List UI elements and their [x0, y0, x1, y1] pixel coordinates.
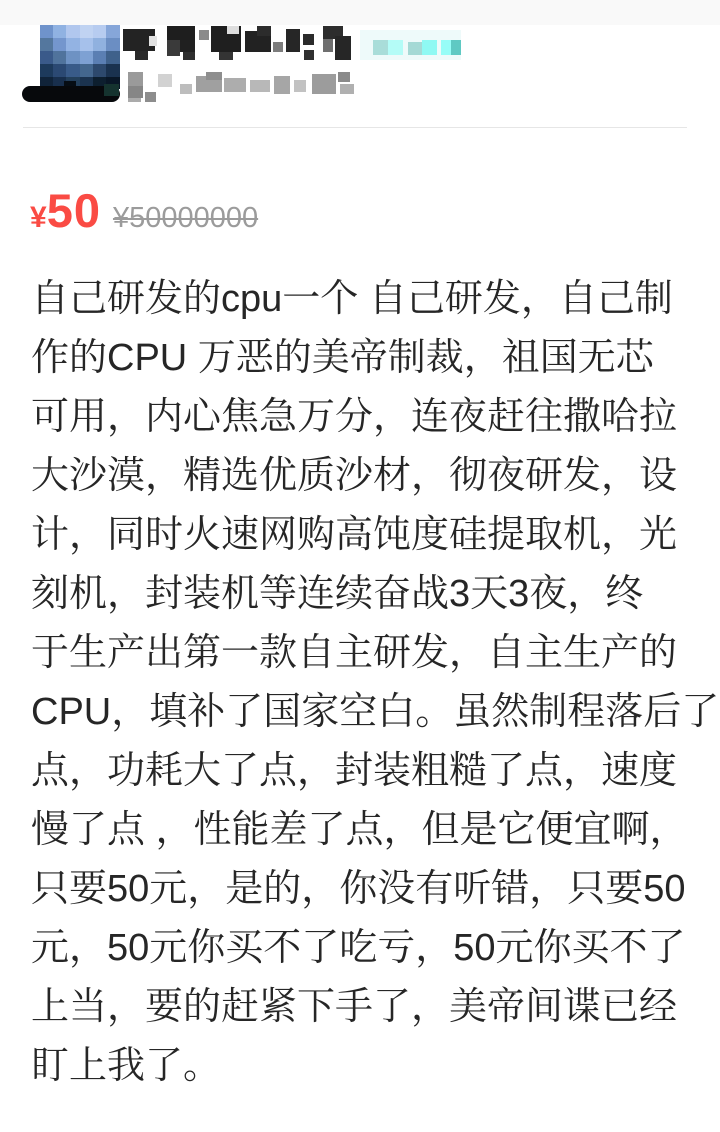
description-line: 于生产出第一款自主研发，自主生产的: [31, 632, 678, 674]
username-mosaic: [123, 26, 353, 60]
description-line: 自己研发的cpu一个 自己研发，自己制: [31, 278, 673, 320]
description-line: 元，50元你买不了吃亏，50元你买不了: [31, 927, 686, 969]
description-line: 只要50元，是的，你没有听错，只要50: [31, 868, 686, 910]
credit-badge-censored: [360, 30, 461, 60]
description-line: 大沙漠，精选优质沙材，彻夜研发，设: [31, 455, 678, 497]
description-line: 作的CPU 万恶的美帝制裁，祖国无芯: [31, 337, 654, 379]
status-bar-area: [0, 0, 720, 25]
avatar[interactable]: [40, 25, 120, 89]
original-price-strikethrough: ¥50000000: [112, 202, 259, 234]
listing-description: [31, 270, 720, 1096]
description-line: 计，同时火速网购高饨度硅提取机，光: [31, 514, 678, 556]
description-line: 盯上我了。: [31, 1045, 222, 1087]
seller-username-censored[interactable]: [123, 26, 353, 60]
header-divider: [23, 127, 687, 128]
badge-mosaic: [360, 30, 461, 60]
price-amount: 50: [46, 184, 101, 237]
description-line: 上当，要的赶紧下手了，美帝间谍已经: [31, 986, 678, 1028]
price-currency-symbol: ¥: [30, 201, 47, 234]
description-line: CPU，填补了国家空白。虽然制程落后了: [31, 691, 720, 733]
description-line: 可用，内心焦急万分，连夜赶往撒哈拉: [31, 396, 678, 438]
seller-info-mosaic: [128, 70, 364, 100]
avatar-censor-pixel: [104, 84, 119, 96]
price-block: [30, 183, 258, 238]
description-line: 慢了点 ，性能差了点，但是它便宜啊，: [31, 809, 688, 851]
avatar-mosaic-image: [40, 25, 120, 89]
seller-info-censored: [128, 70, 364, 100]
description-line: 刻机，封装机等连续奋战3天3夜，终: [31, 573, 644, 615]
description-line: 点，功耗大了点，封装粗糙了点，速度: [31, 750, 678, 792]
